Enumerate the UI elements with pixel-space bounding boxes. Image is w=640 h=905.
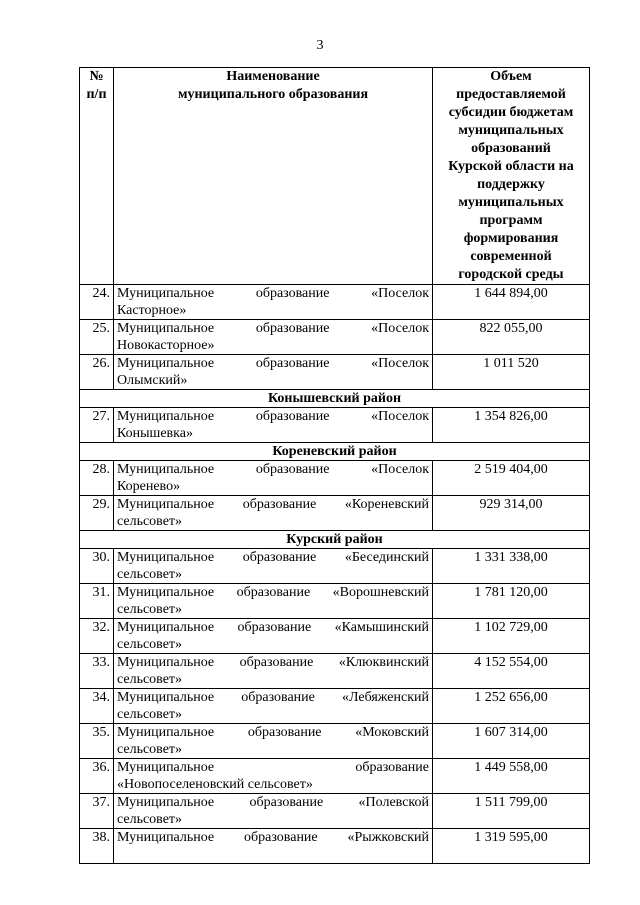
- row-number: 25.: [80, 320, 114, 355]
- row-number: 37.: [80, 794, 114, 829]
- name-line-2: сельсовет»: [117, 812, 183, 827]
- name-line-2: Касторное»: [117, 303, 187, 318]
- header-line: №: [89, 69, 104, 84]
- name-line-1: Муниципальное образование «Бесединский: [117, 550, 429, 565]
- table-row: [80, 461, 590, 496]
- row-amount: 1 331 338,00: [433, 549, 590, 584]
- row-municipality-name: [114, 355, 433, 390]
- name-line-1: Муниципальное образование «Ворошневский: [117, 585, 429, 600]
- row-number: 26.: [80, 355, 114, 390]
- name-line-1: Муниципальное образование: [117, 760, 429, 775]
- table-row: [80, 496, 590, 531]
- table-row: [80, 320, 590, 355]
- name-line-2: Конышевка»: [117, 426, 193, 441]
- district-row: [80, 443, 590, 461]
- name-line-2: сельсовет»: [117, 514, 183, 529]
- header-line: п/п: [86, 87, 107, 102]
- row-amount: 1 354 826,00: [433, 408, 590, 443]
- name-line-1: Муниципальное образование «Поселок: [117, 286, 429, 301]
- district-row: [80, 531, 590, 549]
- table-row: [80, 355, 590, 390]
- row-amount: 1 644 894,00: [433, 285, 590, 320]
- row-amount: 929 314,00: [433, 496, 590, 531]
- header-line: предоставляемой: [456, 87, 566, 102]
- row-number: 38.: [80, 829, 114, 864]
- row-municipality-name: [114, 829, 433, 864]
- row-amount: 1 011 520: [433, 355, 590, 390]
- header-line: муниципального образования: [177, 87, 369, 102]
- header-line: городской среды: [458, 267, 564, 282]
- row-municipality-name: [114, 461, 433, 496]
- district-name: Конышевский район: [80, 390, 590, 408]
- name-line-1: Муниципальное образование «Камышинский: [117, 620, 429, 635]
- name-line-1: Муниципальное образование «Рыжковский: [117, 830, 429, 845]
- header-line: программ: [479, 213, 543, 228]
- name-line-2: сельсовет»: [117, 602, 183, 617]
- name-line-2: Новокасторное»: [117, 338, 215, 353]
- row-number: 31.: [80, 584, 114, 619]
- name-line-1: Муниципальное образование «Кореневский: [117, 497, 429, 512]
- district-name: Кореневский район: [80, 443, 590, 461]
- name-line-1: Муниципальное образование «Поселок: [117, 462, 429, 477]
- header-line: поддержку: [477, 177, 545, 192]
- header-line: Наименование: [226, 69, 320, 84]
- name-line-1: Муниципальное образование «Поселок: [117, 321, 429, 336]
- header-name: [114, 68, 433, 285]
- row-number: 35.: [80, 724, 114, 759]
- table-row: [80, 408, 590, 443]
- district-name: Курский район: [80, 531, 590, 549]
- row-number: 33.: [80, 654, 114, 689]
- header-number: [80, 68, 114, 285]
- table-row: [80, 759, 590, 794]
- header-line: муниципальных: [458, 195, 564, 210]
- row-municipality-name: [114, 408, 433, 443]
- row-amount: 1 511 799,00: [433, 794, 590, 829]
- row-amount: 1 449 558,00: [433, 759, 590, 794]
- name-line-2: сельсовет»: [117, 742, 183, 757]
- table-row: [80, 584, 590, 619]
- row-number: 28.: [80, 461, 114, 496]
- row-municipality-name: [114, 320, 433, 355]
- table-row: [80, 549, 590, 584]
- header-line: Объем: [490, 69, 532, 84]
- name-line-2: «Новопоселеновский сельсовет»: [117, 777, 313, 792]
- row-municipality-name: [114, 759, 433, 794]
- district-row: [80, 390, 590, 408]
- row-amount: 1 781 120,00: [433, 584, 590, 619]
- row-municipality-name: [114, 689, 433, 724]
- header-line: Курской области на: [448, 159, 574, 174]
- table-header: [80, 68, 590, 285]
- row-municipality-name: [114, 724, 433, 759]
- table-row: [80, 829, 590, 864]
- row-amount: 1 607 314,00: [433, 724, 590, 759]
- table-row: [80, 654, 590, 689]
- header-line: субсидии бюджетам: [448, 105, 574, 120]
- table-row: [80, 619, 590, 654]
- header-line: муниципальных: [458, 123, 564, 138]
- name-line-1: Муниципальное образование «Поселок: [117, 356, 429, 371]
- row-municipality-name: [114, 619, 433, 654]
- row-municipality-name: [114, 496, 433, 531]
- row-number: 27.: [80, 408, 114, 443]
- row-municipality-name: [114, 584, 433, 619]
- row-number: 29.: [80, 496, 114, 531]
- table-row: [80, 724, 590, 759]
- name-line-1: Муниципальное образование «Моковский: [117, 725, 429, 740]
- name-line-2: сельсовет»: [117, 637, 183, 652]
- table-body: [80, 285, 590, 864]
- name-line-1: Муниципальное образование «Полевской: [117, 795, 429, 810]
- table-row: [80, 689, 590, 724]
- name-line-2: Олымский»: [117, 373, 188, 388]
- row-municipality-name: [114, 654, 433, 689]
- row-number: 24.: [80, 285, 114, 320]
- row-municipality-name: [114, 285, 433, 320]
- table-row: [80, 285, 590, 320]
- name-line-1: Муниципальное образование «Клюквинский: [117, 655, 429, 670]
- row-amount: 1 252 656,00: [433, 689, 590, 724]
- header-amount: [433, 68, 590, 285]
- row-municipality-name: [114, 549, 433, 584]
- header-line: формирования: [463, 231, 559, 246]
- row-amount: 1 102 729,00: [433, 619, 590, 654]
- row-number: 30.: [80, 549, 114, 584]
- name-line-2: сельсовет»: [117, 672, 183, 687]
- row-number: 32.: [80, 619, 114, 654]
- row-number: 34.: [80, 689, 114, 724]
- row-municipality-name: [114, 794, 433, 829]
- name-line-2: сельсовет»: [117, 707, 183, 722]
- header-line: современной: [470, 249, 552, 264]
- row-amount: 2 519 404,00: [433, 461, 590, 496]
- name-line-1: Муниципальное образование «Лебяженский: [117, 690, 429, 705]
- header-line: образований: [471, 141, 551, 156]
- row-amount: 4 152 554,00: [433, 654, 590, 689]
- name-line-2: Коренево»: [117, 479, 181, 494]
- row-amount: 822 055,00: [433, 320, 590, 355]
- name-line-2: сельсовет»: [117, 567, 183, 582]
- subsidy-table: [79, 67, 590, 864]
- table-row: [80, 794, 590, 829]
- row-amount: 1 319 595,00: [433, 829, 590, 864]
- page-number: 3: [316, 38, 324, 53]
- name-line-1: Муниципальное образование «Поселок: [117, 409, 429, 424]
- row-number: 36.: [80, 759, 114, 794]
